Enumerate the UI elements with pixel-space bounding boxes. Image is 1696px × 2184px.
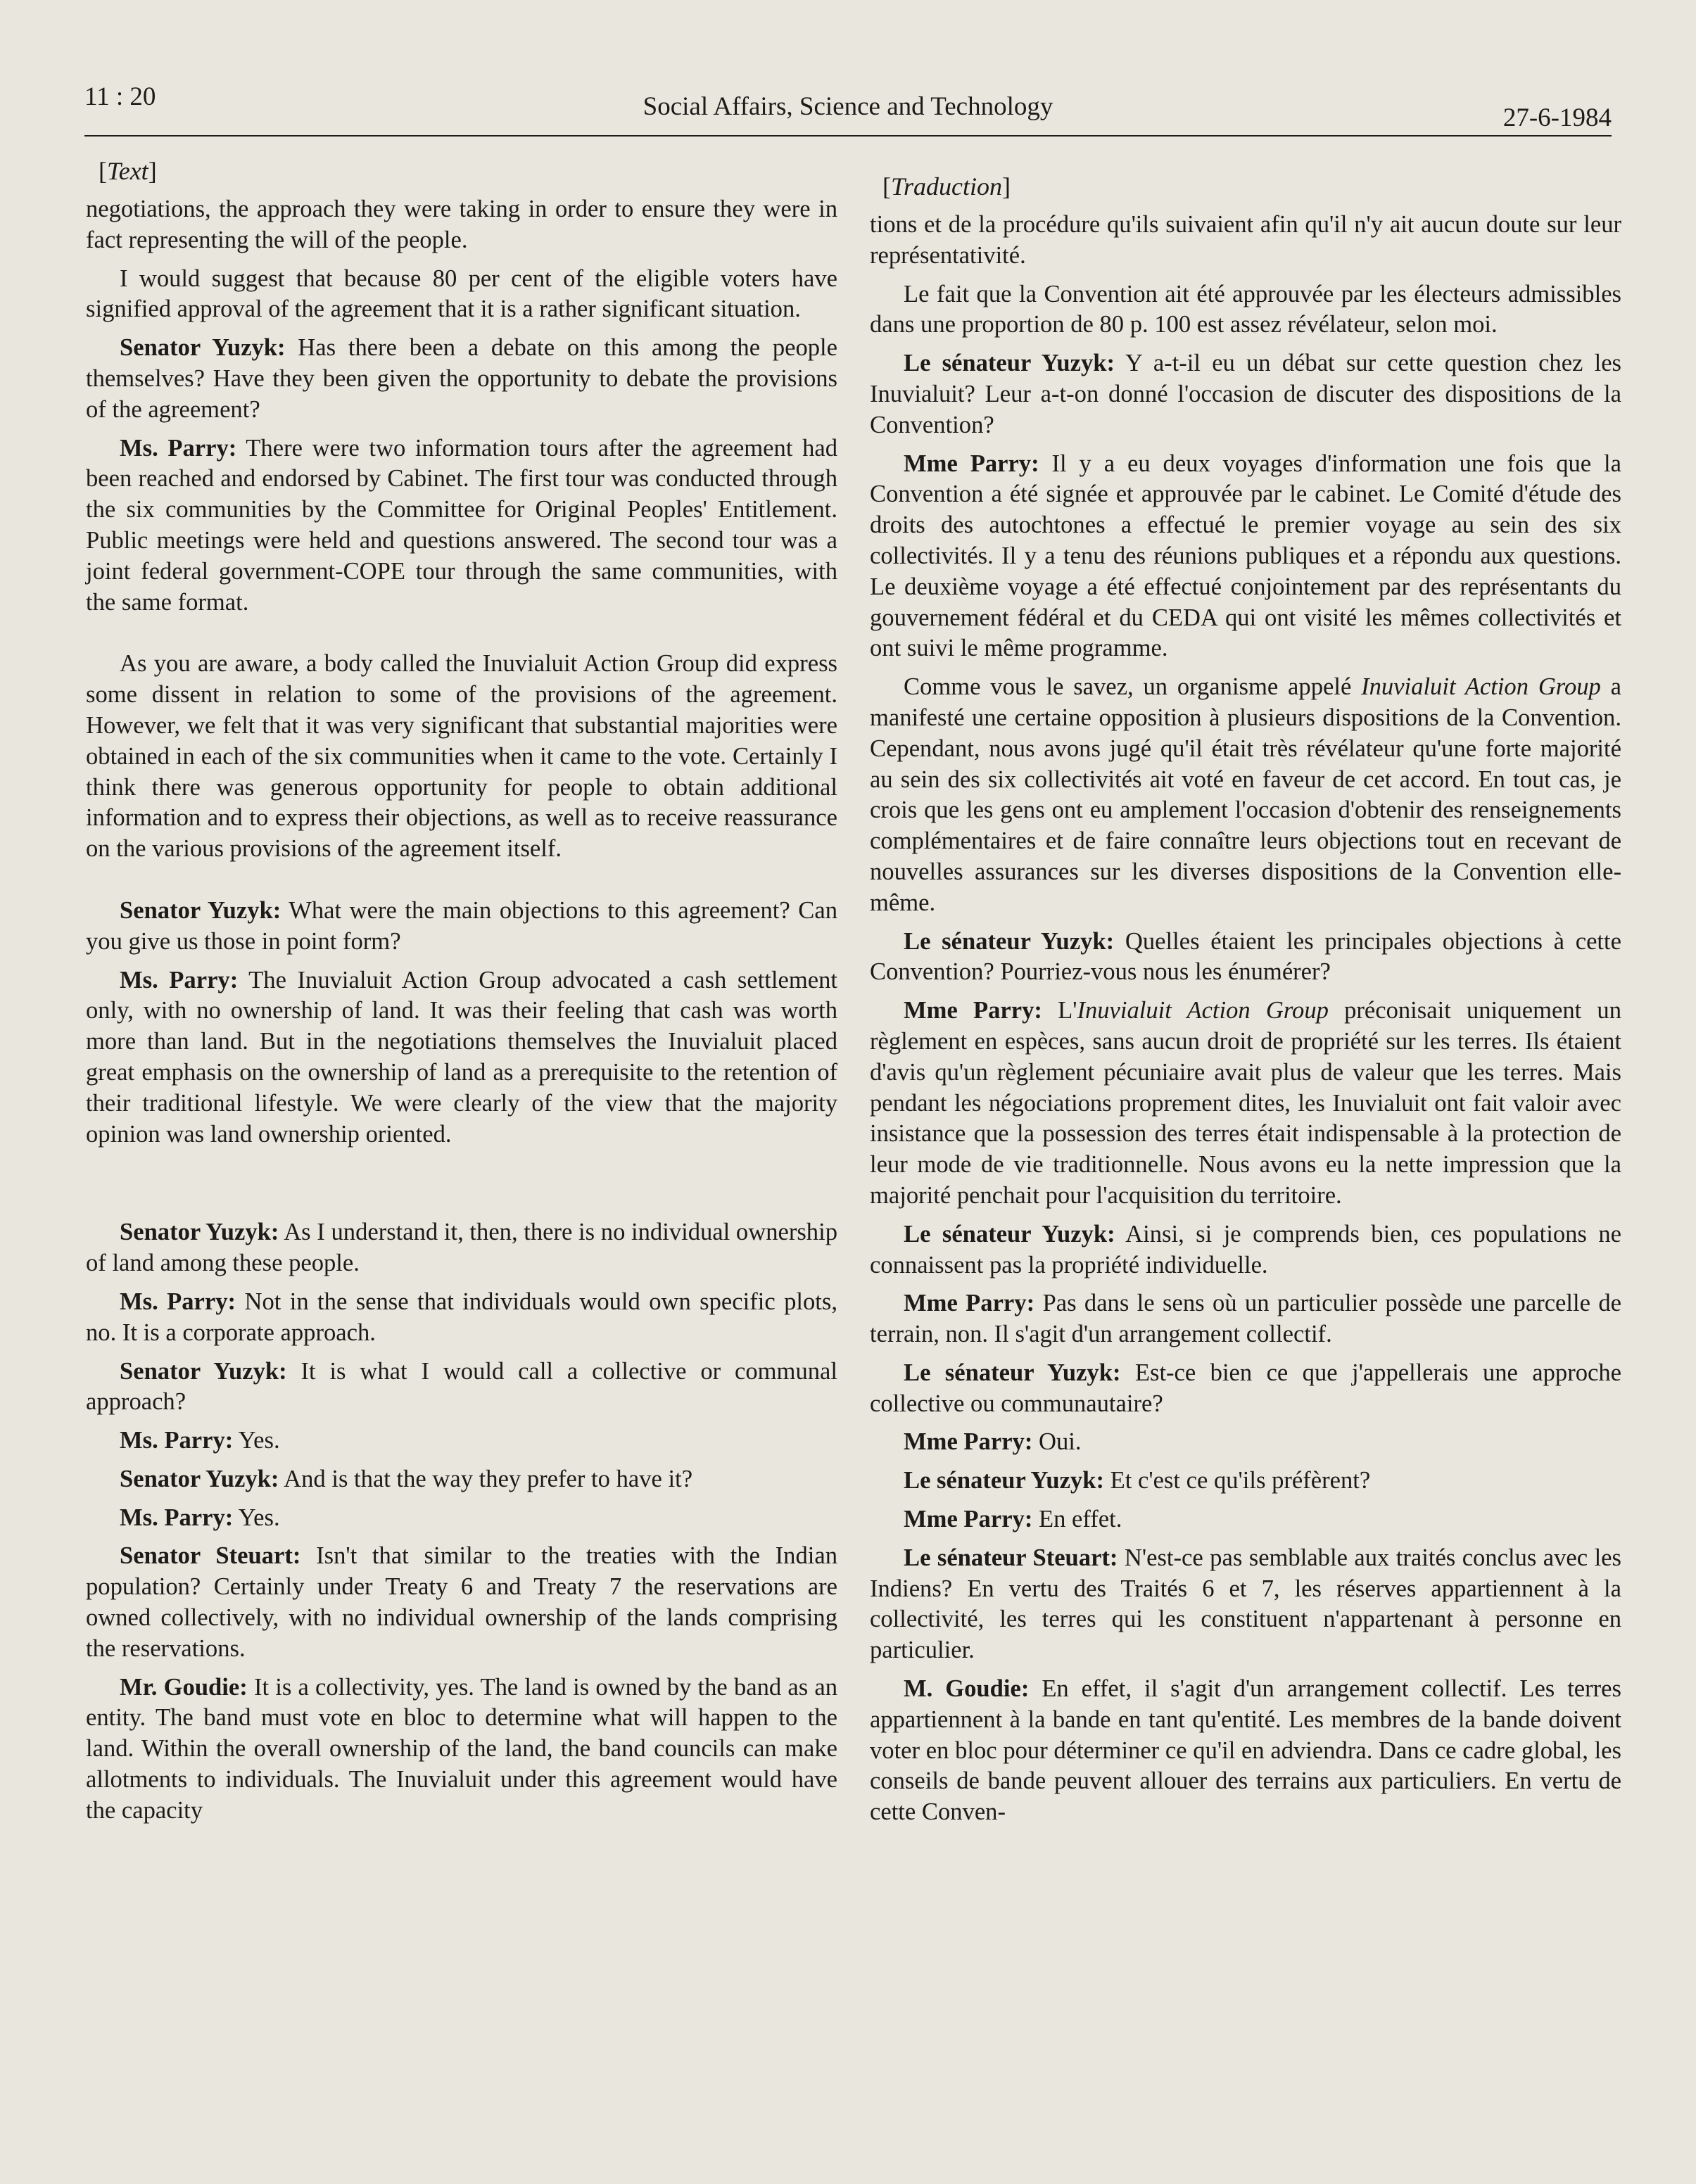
french-column	[870, 155, 1621, 1836]
paragraph: Mme Parry: En effet.	[904, 1506, 1122, 1533]
paragraph: Comme vous le savez, un organisme appelé Inuvialuit Action Group a manifesté une certaine opposition à plusieurs dispositions de la Convention. Cependant, nous avons jugé qu'il était très révélateur qu'une forte majorité au sein des six collectivités ait voté en faveur de cet accord. En tout cas, je crois que les gens ont eu amplement l'occasion d'obtenir des renseignements complémentaires et de faire connaître leurs objections tout en recevant de nouvelles assurances sur les diverses dispositions de la Convention elle-même.	[870, 673, 1621, 916]
speaker-name: Le sénateur Yuzyk:	[904, 1220, 1115, 1247]
speaker-name: Le sénateur Yuzyk:	[904, 927, 1115, 955]
paragraph: tions et de la procédure qu'ils suivaient afin qu'il n'y ait aucun doute sur leur représentativité.	[870, 211, 1621, 269]
speaker-name: Senator Yuzyk:	[120, 1357, 287, 1385]
paragraph: Le sénateur Steuart: N'est-ce pas semblable aux traités conclus avec les Indiens? En vertu des Traités 6 et 7, les réserves appartiennent à la collectivité, les terres qui les constituent n'appartenant à personne en particulier.	[870, 1544, 1621, 1664]
speaker-name: Le sénateur Yuzyk:	[904, 1467, 1104, 1494]
paragraph: I would suggest that because 80 per cent of the eligible voters have signified approval of the agreement that it is a rather significant situation.	[86, 265, 837, 323]
speaker-name: Le sénateur Steuart:	[904, 1544, 1118, 1571]
speaker-name: Mme Parry:	[904, 450, 1039, 477]
speaker-name: Mr. Goudie:	[120, 1673, 248, 1701]
paragraph: Ms. Parry: Yes.	[120, 1427, 280, 1454]
speaker-name: Ms. Parry:	[120, 1504, 234, 1531]
speaker-name: Mme Parry:	[904, 997, 1042, 1024]
header-date: 27-6-1984	[1502, 103, 1612, 132]
speaker-name: Senator Yuzyk:	[120, 334, 286, 362]
paragraph: Le sénateur Yuzyk: Et c'est ce qu'ils préfèrent?	[904, 1467, 1371, 1494]
paragraph: Ms. Parry: Yes.	[120, 1504, 280, 1531]
paragraph: Mme Parry: Oui.	[904, 1428, 1082, 1456]
paragraph: Mme Parry: Pas dans le sens où un particulier possède une parcelle de terrain, non. Il s'agit d'un arrangement collectif.	[870, 1290, 1621, 1348]
speaker-name: Ms. Parry:	[120, 1288, 236, 1315]
paragraph: Le fait que la Convention ait été approuvée par les électeurs admissibles dans une proportion de 80 p. 100 est assez révélateur, selon moi.	[870, 280, 1621, 338]
paragraph: Le sénateur Yuzyk: Est-ce bien ce que j'appellerais une approche collective ou communautaire?	[870, 1359, 1622, 1417]
paragraph: Senator Steuart: Isn't that similar to the treaties with the Indian population? Certainly under Treaty 6 and Treaty 7 the reservations are owned collectively, with no individual ownership of the lands comprising the reservations.	[86, 1542, 838, 1662]
column-label-text: [Text]	[99, 157, 157, 185]
speaker-name: Mme Parry:	[904, 1290, 1035, 1317]
paragraph: Ms. Parry: Not in the sense that individuals would own specific plots, no. It is a corporate approach.	[86, 1288, 837, 1346]
speaker-name: Senator Steuart:	[120, 1542, 301, 1570]
paragraph: Le sénateur Yuzyk: Quelles étaient les principales objections à cette Convention? Pourriez-vous nous les énumérer?	[870, 927, 1621, 986]
paragraph: M. Goudie: En effet, il s'agit d'un arrangement collectif. Les terres appartiennent à la bande en tant qu'entité. Les membres de la bande doivent voter en bloc pour déterminer ce qu'il en adviendra. Dans ce cadre global, les conseils de bande peuvent allouer des terrains aux particuliers. En vertu de cette Conven-	[870, 1675, 1621, 1826]
paragraph: Mr. Goudie: It is a collectivity, yes. The land is owned by the band as an entity. The band must vote en bloc to determine what will happen to the land. Within the overall ownership of the land, the band councils can make allotments to individuals. The Inuvialuit under this agreement would have the capacity	[86, 1673, 837, 1824]
english-column	[86, 155, 837, 1834]
speaker-name: Mme Parry:	[904, 1428, 1033, 1456]
paragraph: Senator Yuzyk: And is that the way they prefer to have it?	[120, 1465, 693, 1492]
speaker-name: M. Goudie:	[904, 1675, 1030, 1703]
speaker-name: Ms. Parry:	[120, 434, 237, 462]
speaker-name: Le sénateur Yuzyk:	[904, 1359, 1121, 1386]
page-header	[84, 79, 1612, 136]
paragraph: Senator Yuzyk: As I understand it, then, there is no individual ownership of land among these people.	[86, 1219, 837, 1277]
column-label-traduction: [Traduction]	[882, 172, 1011, 201]
speaker-name: Le sénateur Yuzyk:	[904, 350, 1115, 377]
speaker-name: Mme Parry:	[904, 1506, 1033, 1533]
paragraph: negotiations, the approach they were taking in order to ensure they were in fact representing the will of the people.	[86, 196, 837, 253]
speaker-name: Senator Yuzyk:	[120, 1219, 279, 1246]
speaker-name: Ms. Parry:	[120, 966, 239, 993]
paragraph: Mme Parry: Il y a eu deux voyages d'information une fois que la Convention a été signée et approuvée par le cabinet. Le Comité d'étude des droits des autochtones a effectué le premier voyage au sein des six collectivités. Il y a tenu des réunions publiques et a répondu aux questions. Le deuxième voyage a été effectué conjointement par des représentants du gouvernement fédéral et du CEDA qui ont visité les mêmes collectivités et ont suivi le même programme.	[870, 450, 1621, 662]
running-title: Social Affairs, Science and Technology	[643, 92, 1053, 121]
paragraph: Senator Yuzyk: Has there been a debate on this among the people themselves? Have they been given the opportunity to debate the provisions of the agreement?	[86, 334, 838, 423]
speaker-name: Senator Yuzyk:	[120, 1465, 279, 1492]
paragraph: Mme Parry: L'Inuvialuit Action Group préconisait uniquement un règlement en espèces, sans aucun droit de propriété sur les terres. Ils étaient d'avis qu'un règlement pécuniaire avait plus de valeur que les terres. Mais pendant les négociations proprement dites, les Inuvialuit ont fait valoir avec insistance que la possession des terres était indispensable à la protection de leur mode de vie traditionnelle. Nous avons eu la nette impression que la majorité penchait pour l'acquisition du territoire.	[870, 997, 1621, 1209]
speaker-name: Senator Yuzyk:	[120, 896, 281, 924]
paragraph: Le sénateur Yuzyk: Ainsi, si je comprends bien, ces populations ne connaissent pas la propriété individuelle.	[870, 1220, 1621, 1278]
speaker-name: Ms. Parry:	[120, 1427, 234, 1454]
paragraph: Senator Yuzyk: It is what I would call a collective or communal approach?	[86, 1357, 837, 1416]
paragraph: Le sénateur Yuzyk: Y a-t-il eu un débat sur cette question chez les Inuvialuit? Leur a-t-on donné l'occasion de discuter des dispositions de la Convention?	[870, 350, 1621, 438]
paragraph: As you are aware, a body called the Inuvialuit Action Group did express some dissent in relation to some of the provisions of the agreement. However, we felt that it was very significant that substantial majorities were obtained in each of the six communities when it came to the vote. Certainly I think there was generous opportunity for people to obtain additional information and to express their objections, as well as to receive reassurance on the various provisions of the agreement itself.	[86, 650, 837, 863]
page-number: 11 : 20	[84, 82, 156, 111]
paragraph: Senator Yuzyk: What were the main objections to this agreement? Can you give us those in point form?	[86, 896, 837, 955]
paragraph: Ms. Parry: The Inuvialuit Action Group advocated a cash settlement only, with no ownership of land. It was their feeling that cash was worth more than land. But in the negotiations themselves the Inuvialuit placed great emphasis on the ownership of land as a prerequisite to the retention of their traditional lifestyle. We were clearly of the view that the majority opinion was land ownership oriented.	[86, 966, 838, 1148]
paragraph: Ms. Parry: There were two information tours after the agreement had been reached and endorsed by Cabinet. The first tour was conducted through the six communities by the Committee for Original Peoples' Entitlement. Public meetings were held and questions answered. The second tour was a joint federal government-COPE tour through the same communities, with the same format.	[86, 434, 837, 616]
